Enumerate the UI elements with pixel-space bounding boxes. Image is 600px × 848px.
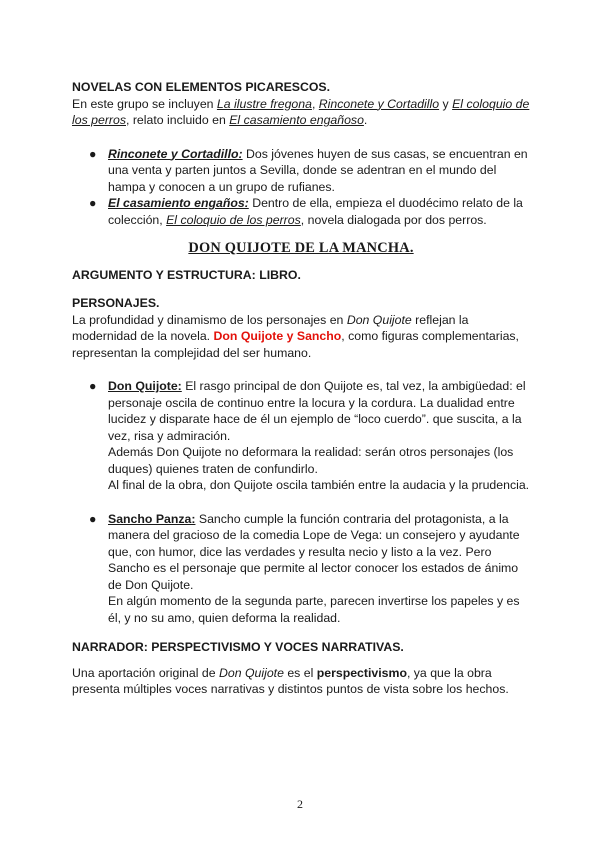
text-run: es el — [283, 665, 317, 680]
text-run: reflejan la modernidad de la novela. — [72, 312, 469, 343]
work-title: El coloquio de los perros — [72, 96, 530, 127]
text-run: y — [439, 96, 453, 111]
item-text: El rasgo principal de don Quijote es, tal vez, la ambigüedad: el personaje oscila de continuo entre la locura y la cordura. La dualidad entre lucidez y disparate hace de él un ejemplo de “loco cuerdo”. que suscita, a la vez, risa y admiración. — [108, 379, 526, 443]
bullet-list-picarescas — [72, 146, 530, 229]
main-title: DON QUIJOTE DE LA MANCHA. — [188, 240, 414, 256]
text-run: La profundidad y dinamismo de los personajes en — [72, 312, 347, 327]
bullet-icon: ● — [89, 379, 97, 393]
text-run: , relato incluido en — [126, 113, 230, 127]
item-text: Al final de la obra, don Quijote oscila también entre la audacia y la prudencia. — [108, 478, 530, 492]
bullet-list-sancho — [72, 511, 530, 627]
bold-term: perspectivismo — [316, 665, 407, 680]
bullet-icon: ● — [89, 146, 97, 161]
item-text: Además Don Quijote no deformara la realidad: serán otros personajes (los duques) quienes traten de confundirlo. — [108, 445, 514, 476]
work-title: Don Quijote — [218, 665, 284, 680]
section-heading-narrador: NARRADOR: PERSPECTIVISMO Y VOCES NARRATIVAS. — [72, 640, 404, 654]
paragraph-personajes — [72, 312, 530, 362]
list-item — [72, 146, 530, 196]
text-run: Una aportación original de — [72, 665, 219, 680]
text-run: , ya que la obra presenta múltiples voces narrativas y distintos puntos de vista sobre los hechos. — [72, 665, 509, 696]
page-number: 2 — [297, 797, 303, 811]
list-item — [72, 378, 530, 494]
item-text: Sancho cumple la función contraria del protagonista, a la manera del gracioso de la comedia Lope de Vega: un consejero y ayudante que, con humor, dice las verdades y resulta necio y listo a la vez. Pero Sancho es el personaje que permite al lector conocer los estados de ánimo de Don Quijote. — [108, 511, 520, 592]
work-title: Rinconete y Cortadillo — [318, 96, 440, 111]
paragraph-picarescas — [72, 96, 530, 129]
text-run: , — [311, 96, 319, 111]
section-heading-picarescas: NOVELAS CON ELEMENTOS PICARESCOS. — [72, 80, 331, 94]
paragraph-narrador — [72, 665, 530, 698]
work-title: La ilustre fregona — [216, 96, 312, 111]
item-text: Dentro de ella, empieza el duodécimo relato de la colección, — [108, 196, 523, 227]
work-title: El casamiento engañoso — [229, 113, 364, 127]
highlighted-text: Don Quijote y Sancho — [213, 329, 342, 343]
item-text: Dos jóvenes huyen de sus casas, se encuentran en una venta y parten juntos a Sevilla, donde se adentran en el mundo del hampa y conocen a un grupo de rufianes. — [108, 146, 528, 194]
bullet-list-quijote — [72, 378, 530, 494]
list-item — [72, 511, 530, 627]
item-label: El casamiento engaños: — [108, 196, 249, 210]
bullet-icon: ● — [89, 511, 97, 526]
section-heading-argumento: ARGUMENTO Y ESTRUCTURA: LIBRO. — [72, 267, 301, 282]
text-run: . — [363, 113, 368, 127]
text-run: En este grupo se incluyen — [72, 96, 217, 111]
section-heading-personajes: PERSONAJES. — [72, 296, 160, 310]
item-text: , novela dialogada por dos perros. — [300, 212, 487, 227]
document-page — [72, 79, 530, 698]
list-item — [72, 195, 530, 228]
item-label: Sancho Panza: — [108, 511, 196, 526]
work-title: El coloquio de los perros — [166, 212, 301, 227]
item-label: Don Quijote: — [108, 379, 182, 393]
item-label: Rinconete y Cortadillo: — [108, 146, 243, 161]
bullet-icon: ● — [89, 196, 97, 210]
work-title: Don Quijote — [346, 312, 412, 327]
item-text: En algún momento de la segunda parte, parecen invertirse los papeles y es él, y no su amo, quien deforma la realidad. — [108, 594, 520, 625]
text-run: , como figuras complementarias, representan la complejidad del ser humano. — [72, 329, 519, 360]
